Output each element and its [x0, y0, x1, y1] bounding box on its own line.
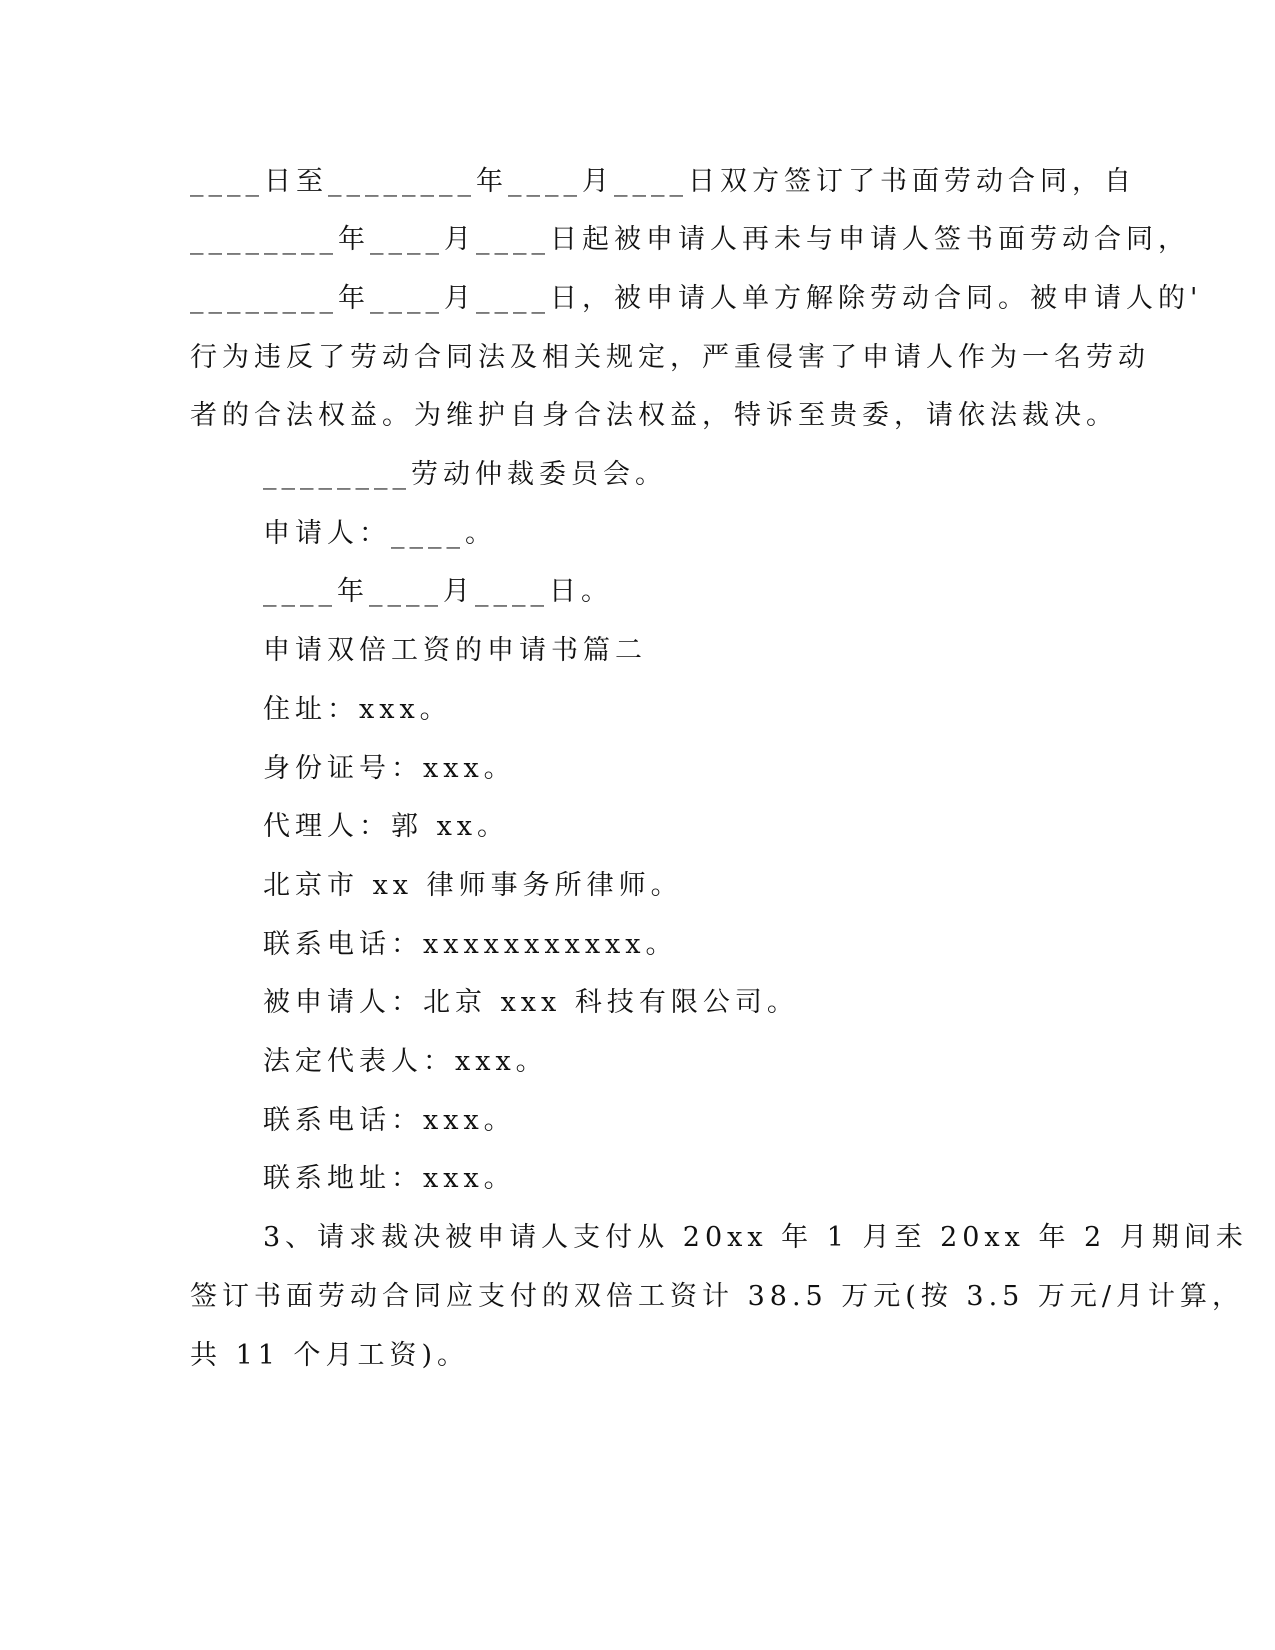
phone-line: 联系电话：xxxxxxxxxxx。	[263, 929, 678, 960]
address-line: 住址：xxx。	[263, 694, 452, 725]
claim-line: 共 11 个月工资)。	[190, 1340, 470, 1371]
body-text-line: ________年____月____日，被申请人单方解除劳动合同。被申请人的'	[190, 283, 1203, 314]
body-text-line: 者的合法权益。为维护自身合法权益，特诉至贵委，请依法裁决。	[190, 400, 1118, 431]
respondent-line: 被申请人：北京 xxx 科技有限公司。	[263, 987, 799, 1018]
body-text-line: 行为违反了劳动合同法及相关规定，严重侵害了申请人作为一名劳动	[190, 342, 1150, 373]
id-number-line: 身份证号：xxx。	[263, 753, 516, 784]
claim-line: 签订书面劳动合同应支付的双倍工资计 38.5 万元(按 3.5 万元/月计算，	[190, 1281, 1245, 1312]
body-text-line: ________年____月____日起被申请人再未与申请人签书面劳动合同，	[190, 224, 1190, 255]
legal-representative-line: 法定代表人：xxx。	[263, 1046, 548, 1077]
law-firm-line: 北京市 xx 律师事务所律师。	[263, 870, 683, 901]
respondent-address-line: 联系地址：xxx。	[263, 1163, 516, 1194]
section-title: 申请双倍工资的申请书篇二	[263, 635, 647, 666]
agent-line: 代理人：郭 xx。	[263, 811, 510, 842]
claim-line: 3、请求裁决被申请人支付从 20xx 年 1 月至 20xx 年 2 月期间未	[263, 1222, 1248, 1253]
body-text-line: ____日至________年____月____日双方签订了书面劳动合同，自	[190, 166, 1136, 197]
arbitration-committee-line: ________劳动仲裁委员会。	[263, 459, 667, 490]
applicant-line: 申请人：____。	[263, 518, 497, 549]
respondent-phone-line: 联系电话：xxx。	[263, 1105, 516, 1136]
date-line: ____年____月____日。	[263, 576, 613, 607]
